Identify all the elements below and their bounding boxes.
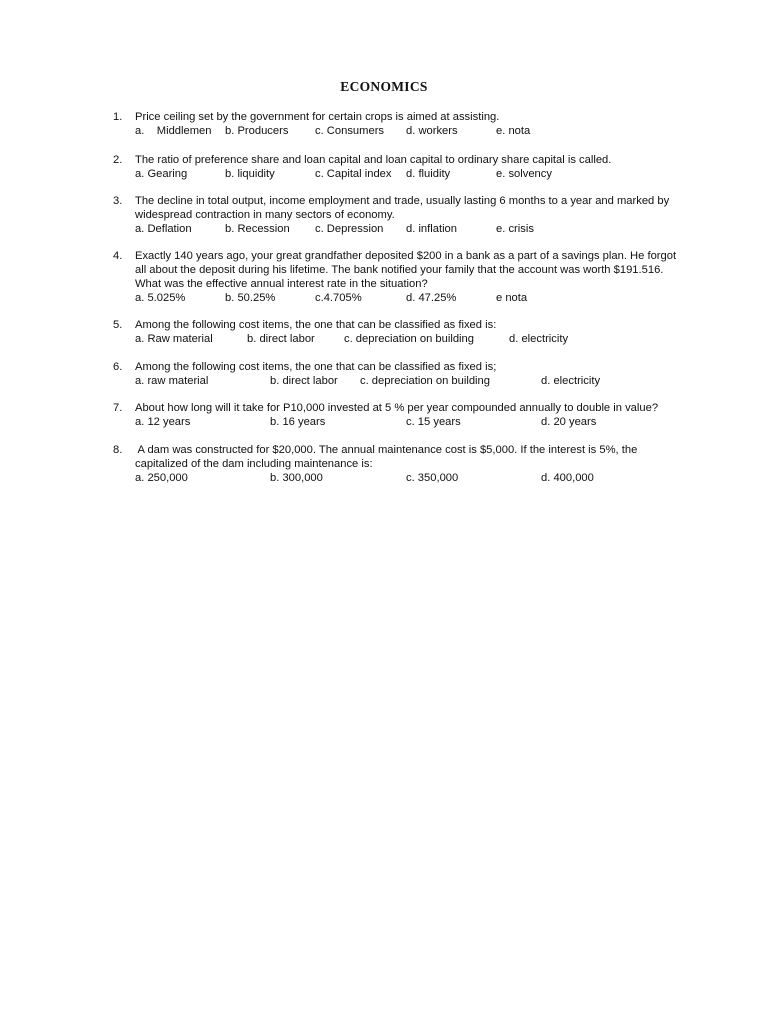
option-b: b. direct labor <box>270 375 338 387</box>
option-d: d. workers <box>406 125 458 137</box>
answer-options <box>135 291 695 305</box>
option-b: b. Producers <box>225 125 289 137</box>
question-body <box>135 110 695 138</box>
option-a: a. 250,000 <box>135 472 188 484</box>
option-a: a. Middlemen <box>135 125 212 137</box>
question-number: 6. <box>113 361 123 373</box>
question-number: 3. <box>113 195 123 207</box>
option-b: b. 50.25% <box>225 292 276 304</box>
question-text: widespread contraction in many sectors of economy. <box>135 209 395 221</box>
answer-options <box>135 332 695 346</box>
option-b: b. 300,000 <box>270 472 323 484</box>
option-d: d. fluidity <box>406 168 451 180</box>
question-body <box>135 360 695 388</box>
option-c: c.4.705% <box>315 292 362 304</box>
option-c: c. 350,000 <box>406 472 459 484</box>
option-e: e. crisis <box>496 223 534 235</box>
option-d: d. 47.25% <box>406 292 457 304</box>
option-c: c. depreciation on building <box>360 375 490 387</box>
question-body <box>135 318 695 346</box>
question-text: Price ceiling set by the government for certain crops is aimed at assisting. <box>135 111 500 123</box>
question-body <box>135 401 695 429</box>
option-b: b. liquidity <box>225 168 275 180</box>
question-number: 5. <box>113 319 123 331</box>
option-c: c. Depression <box>315 223 384 235</box>
question-text: Exactly 140 years ago, your great grandfather deposited $200 in a bank as a part of a savings plan. He forgot <box>135 250 677 262</box>
question-text: What was the effective annual interest rate in the situation? <box>135 278 428 290</box>
option-d: d. electricity <box>509 333 569 345</box>
option-a: a. Deflation <box>135 223 192 235</box>
answer-options <box>135 471 695 485</box>
option-d: d. 400,000 <box>541 472 594 484</box>
option-c: c. 15 years <box>406 416 461 428</box>
answer-options <box>135 222 695 236</box>
question-number: 7. <box>113 402 123 414</box>
question-number: 1. <box>113 111 123 123</box>
option-a: a. 5.025% <box>135 292 186 304</box>
option-c: c. Consumers <box>315 125 385 137</box>
question-body <box>135 443 695 485</box>
question-text: The decline in total output, income employment and trade, usually lasting 6 months to a year and marked by <box>135 195 670 207</box>
answer-options <box>135 124 695 138</box>
option-b: b. Recession <box>225 223 290 235</box>
option-c: c. Capital index <box>315 168 392 180</box>
option-c: c. depreciation on building <box>344 333 474 345</box>
question-text: About how long will it take for P10,000 invested at 5 % per year compounded annually to double in value? <box>135 402 659 414</box>
question-body <box>135 194 695 236</box>
question-text: capitalized of the dam including maintenance is: <box>135 458 373 470</box>
question-text: The ratio of preference share and loan capital and loan capital to ordinary share capital is called. <box>135 154 612 166</box>
question-number: 8. <box>113 444 123 456</box>
answer-options <box>135 415 695 429</box>
option-e: e nota <box>496 292 528 304</box>
question-text: Among the following cost items, the one that can be classified as fixed is: <box>135 319 497 331</box>
answer-options <box>135 374 695 388</box>
option-d: d. inflation <box>406 223 457 235</box>
option-e: e. solvency <box>496 168 552 180</box>
question-text: A dam was constructed for $20,000. The annual maintenance cost is $5,000. If the interest is 5%, the <box>135 444 638 456</box>
question-body <box>135 249 695 305</box>
question-number: 4. <box>113 250 123 262</box>
question-text: Among the following cost items, the one that can be classified as fixed is; <box>135 361 497 373</box>
question-number: 2. <box>113 154 123 166</box>
option-b: b. 16 years <box>270 416 326 428</box>
option-a: a. 12 years <box>135 416 191 428</box>
option-a: a. raw material <box>135 375 209 387</box>
option-d: d. electricity <box>541 375 601 387</box>
page-title: ECONOMICS <box>340 79 428 94</box>
option-e: e. nota <box>496 125 531 137</box>
question-text: all about the deposit during his lifetime. The bank notified your family that the account was worth $191.516. <box>135 264 664 276</box>
option-a: a. Raw material <box>135 333 213 345</box>
option-a: a. Gearing <box>135 168 188 180</box>
option-b: b. direct labor <box>247 333 315 345</box>
question-body <box>135 153 695 181</box>
answer-options <box>135 167 695 181</box>
option-d: d. 20 years <box>541 416 597 428</box>
